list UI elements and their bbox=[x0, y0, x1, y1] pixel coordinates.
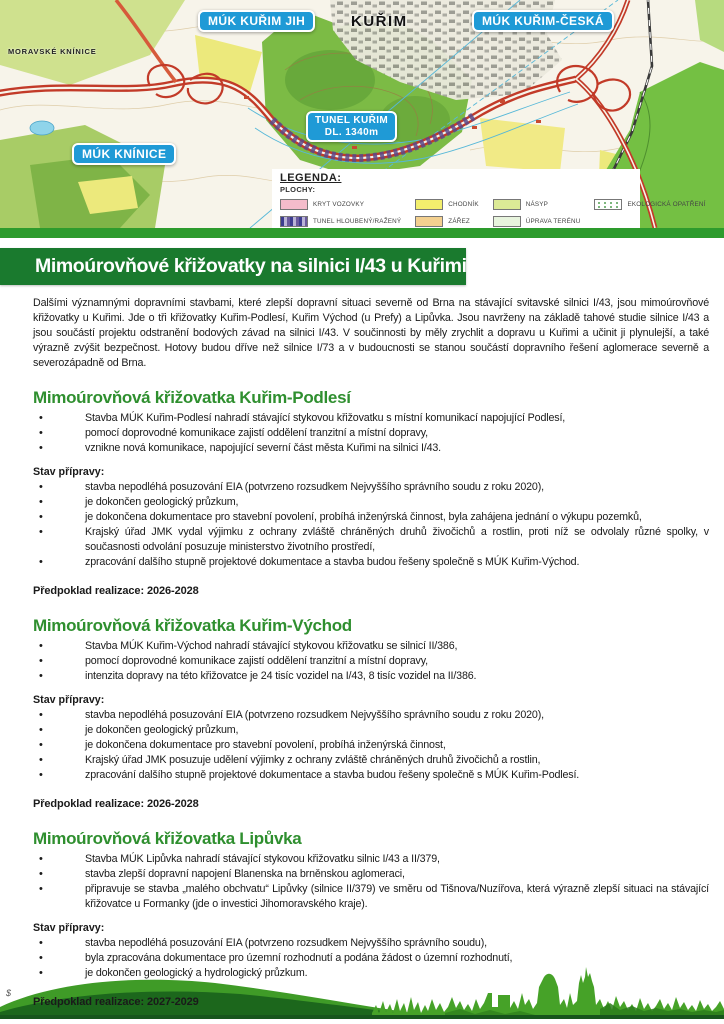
stav-bullets bbox=[33, 936, 709, 981]
legend-item-uprava-terenu bbox=[493, 214, 581, 228]
legend-item-chodnik bbox=[415, 197, 478, 211]
bullet-item: • stavba zlepší dopravní napojení Blanenska na brněnskou aglomeraci, bbox=[33, 867, 709, 882]
bullet-item: • Stavba MÚK Kuřim-Podlesí nahradí stávající stykovou křižovatku s místní komunikací napojující Podlesí, bbox=[33, 411, 709, 426]
bullet-item: • stavba nepodléhá posuzování EIA (potvrzeno rozsudkem Nejvyššího správního soudu z roku 2020), bbox=[33, 480, 709, 495]
swatch-uprava-terenu bbox=[493, 216, 521, 227]
legend-label: CHODNÍK bbox=[448, 200, 479, 208]
legend-item-zarez bbox=[415, 214, 478, 228]
map-legend bbox=[272, 169, 706, 228]
bullet-item: • je dokončena dokumentace pro stavební povolení, probíhá inženýrská činnost, byla zahájena jednání o výkupu pozemků, bbox=[33, 510, 709, 525]
legend-subtitle: PLOCHY: bbox=[280, 185, 316, 194]
bullet-item: • stavba nepodléhá posuzování EIA (potvrzeno rozsudkem Nejvyššího správního soudu z roku 2020), bbox=[33, 708, 709, 723]
legend-item-nasyp bbox=[493, 197, 581, 211]
stav-pripravy-label: Stav přípravy: bbox=[33, 922, 105, 934]
bullet-item: • stavba nepodléhá posuzování EIA (potvrzeno rozsudkem Nejvyššího správního soudu), bbox=[33, 936, 709, 951]
project-map bbox=[0, 0, 724, 238]
swatch-nasyp bbox=[493, 199, 521, 210]
section-bullets bbox=[33, 639, 709, 684]
stav-pripravy-label: Stav přípravy: bbox=[33, 466, 105, 478]
legend-item-tunel bbox=[280, 214, 401, 228]
bullet-item: • Stavba MÚK Kuřim-Východ nahradí stávající stykovou křižovatku se silnicí II/386, bbox=[33, 639, 709, 654]
bullet-item: • zpracování dalšího stupně projektové dokumentace a stavba budou řešeny společně s MÚK Kuřim-Podlesí. bbox=[33, 768, 709, 783]
bullet-item: • pomocí doprovodné komunikace zajistí oddělení tranzitní a místní dopravy, bbox=[33, 426, 709, 441]
bullet-item: • je dokončen geologický průzkum, bbox=[33, 495, 709, 510]
section-heading-kurim-podlesi: Mimoúrovňová křižovatka Kuřim-Podlesí bbox=[33, 388, 351, 407]
legend-item-kryt-vozovky bbox=[280, 197, 401, 211]
legend-items bbox=[280, 197, 706, 228]
article-body bbox=[0, 285, 724, 1010]
intro-paragraph: Dalšími významnými dopravními stavbami, které zlepší dopravní situaci severně od Brna na stávající svitavské silnici I/43, jsou mimoúrovňové křižovatky u Kuřimi. Jde o tři křižovatky Kuřim-Podlesí, Kuřim Východ (u Prefy) a Lipůvka. Jsou navrženy na základě tahové studie silnice I/43 a jsou součástí projektu odstranění bodových závad na silnici I/43. V součinnosti by měly zrychlit a dopravu u Kuřimi a učinit ji plynulejší, a také výrazně zvýšit bezpečnost. Hotovy budou dříve než silnice I/73 a v budoucnosti se stanou součástí dopravního řešení aglomerace severně a severozápadně od Brna. bbox=[33, 297, 709, 369]
swatch-kryt-vozovky bbox=[280, 199, 308, 210]
legend-label: ÚPRAVA TERÉNU bbox=[525, 217, 581, 225]
stav-pripravy-label: Stav přípravy: bbox=[33, 694, 105, 706]
stav-bullets bbox=[33, 708, 709, 783]
realizace-label: Předpoklad realizace: 2026-2028 bbox=[33, 585, 199, 597]
swatch-tunel bbox=[280, 216, 308, 227]
legend-label: ZÁŘEZ bbox=[448, 217, 470, 225]
legend-label: EKOLOGICKÁ OPATŘENÍ bbox=[627, 200, 706, 208]
section-heading-lipuvka: Mimoúrovňová křižovatka Lipůvka bbox=[33, 829, 302, 848]
map-label-moravske-kninice: MORAVSKÉ KNÍNICE bbox=[8, 47, 97, 56]
bullet-item: • je dokončen geologický průzkum, bbox=[33, 723, 709, 738]
legend-label: KRYT VOZOVKY bbox=[313, 200, 365, 208]
bullet-item: • je dokončena dokumentace pro stavební povolení, probíhá inženýrská činnost, bbox=[33, 738, 709, 753]
bullet-item: • Krajský úřad JMK vydal výjimku z ochrany zvláště chráněných druhů živočichů a rostlin, proti níž se odvolaly různé spolky, v současnosti odvolání posuzuje ministerstvo životního prostředí, bbox=[33, 525, 709, 555]
legend-label: TUNEL HLOUBENÝ/RAŽENÝ bbox=[313, 217, 402, 225]
legend-label: NÁSYP bbox=[525, 200, 549, 208]
bullet-item: • intenzita dopravy na této křižovatce je 24 tisíc vozidel na I/43, 8 tisíc vozidel na II/386. bbox=[33, 669, 709, 684]
map-label-muk-kurim-jih: MÚK KUŘIM JIH bbox=[198, 10, 315, 32]
legend-item-ekologicka-opatreni bbox=[594, 197, 705, 211]
green-divider-bar bbox=[0, 228, 724, 238]
map-label-muk-kurim-ceska: MÚK KUŘIM-ČESKÁ bbox=[472, 10, 614, 32]
swatch-zarez bbox=[415, 216, 443, 227]
section-bullets bbox=[33, 852, 709, 912]
swatch-ekologicka-opatreni bbox=[594, 199, 622, 210]
bullet-item: • byla zpracována dokumentace pro územní rozhodnutí a podána žádost o územní rozhodnutí, bbox=[33, 951, 709, 966]
bullet-item: • zpracování dalšího stupně projektové dokumentace a stavba budou řešeny společně s MÚK Kuřim-Východ. bbox=[33, 555, 709, 570]
bullet-item: • je dokončen geologický a hydrologický průzkum. bbox=[33, 966, 709, 981]
swatch-chodnik bbox=[415, 199, 443, 210]
map-label-muk-kninice: MÚK KNÍNICE bbox=[72, 143, 176, 165]
bullet-item: • vznikne nová komunikace, napojující severní část města Kuřimi na silnici I/43. bbox=[33, 441, 709, 456]
bullet-item: • Stavba MÚK Lipůvka nahradí stávající stykovou křižovatku silnic I/43 a II/379, bbox=[33, 852, 709, 867]
bullet-item: • připravuje se stavba „malého obchvatu“ Lipůvky (silnice II/379) ve směru od Tišnova/Nuzířova, která výrazně zlepší situaci na stávající křižovatce u Formanky (jde o investici Jihomoravského kraje). bbox=[33, 882, 709, 912]
realizace-label: Předpoklad realizace: 2026-2028 bbox=[33, 798, 199, 810]
stav-bullets bbox=[33, 480, 709, 570]
section-bullets bbox=[33, 411, 709, 456]
legend-title: LEGENDA: bbox=[280, 172, 342, 184]
page-title-bar bbox=[0, 248, 466, 285]
map-label-kurim: KUŘIM bbox=[351, 13, 408, 30]
bullet-item: • Krajský úřad JMK posuzuje udělení výjimky z ochrany zvláště chráněných druhů živočichů a rostlin, bbox=[33, 753, 709, 768]
tunel-label-line1: TUNEL KUŘIM bbox=[315, 115, 389, 126]
map-label-tunel-kurim bbox=[306, 111, 397, 142]
realizace-label: Předpoklad realizace: 2027-2029 bbox=[33, 996, 199, 1008]
page-artifact-mark: $ bbox=[6, 988, 12, 998]
bullet-item: • pomocí doprovodné komunikace zajistí oddělení tranzitní a místní dopravy, bbox=[33, 654, 709, 669]
section-heading-kurim-vychod: Mimoúrovňová křižovatka Kuřim-Východ bbox=[33, 616, 352, 635]
tunel-label-line2: DL. 1340m bbox=[324, 126, 379, 138]
page-title: Mimoúrovňové křižovatky na silnici I/43 u Kuřimi bbox=[35, 255, 467, 277]
